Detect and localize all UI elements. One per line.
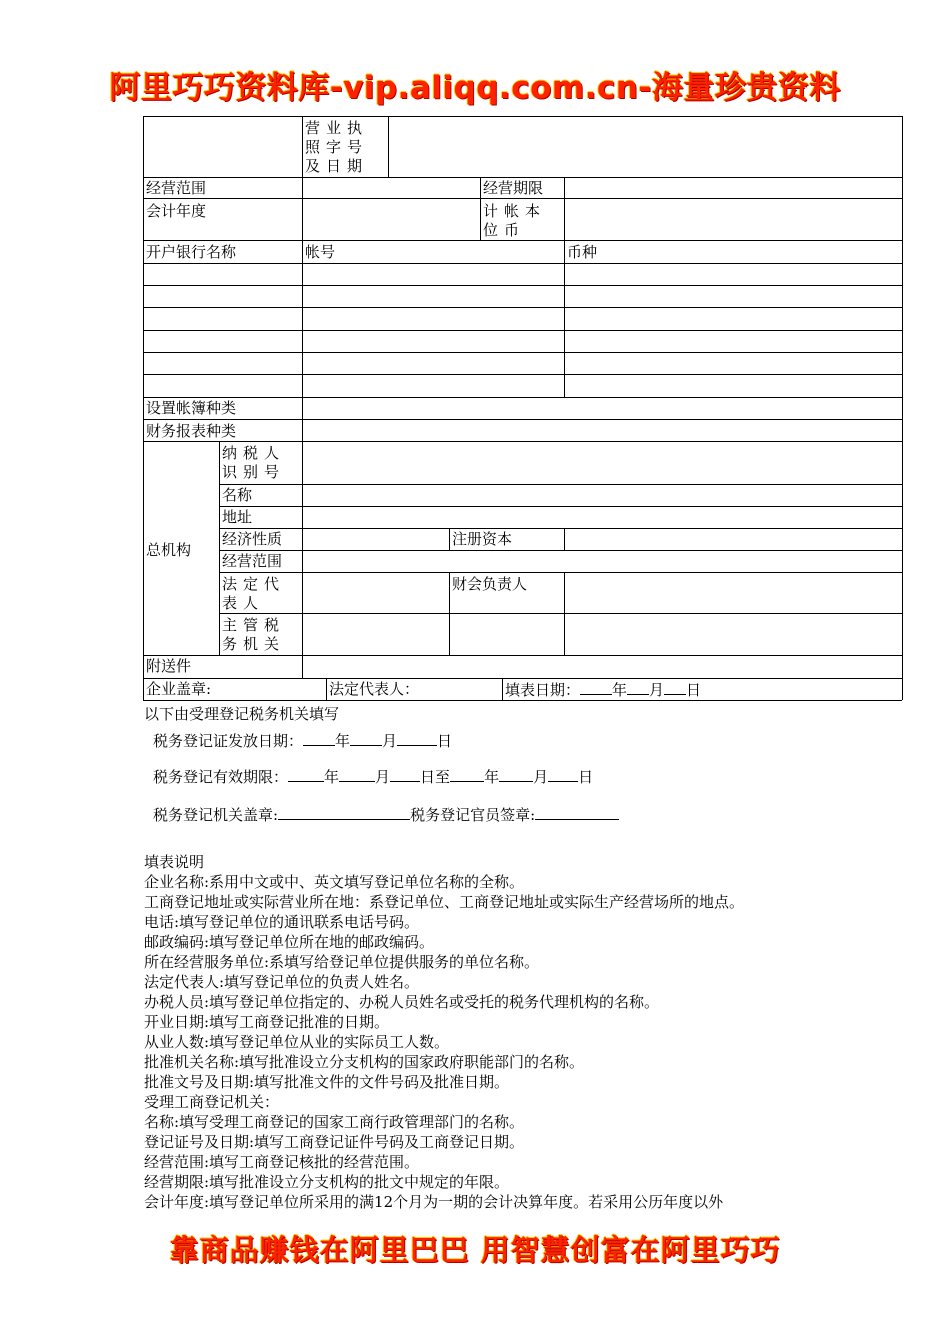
tax-authority-label: 主管税务机关 — [222, 616, 286, 653]
account-no-label: 帐号 — [305, 243, 336, 261]
instruction-line: 批准机关名称:填写批准设立分支机构的国家政府职能部门的名称。 — [144, 1053, 585, 1071]
instruction-line: 批准文号及日期:填写批准文件的文件号码及批准日期。 — [144, 1073, 510, 1091]
currency-label: 币种 — [567, 243, 598, 261]
instruction-line: 经营期限:填写批准设立分支机构的批文中规定的年限。 — [144, 1173, 510, 1191]
finance-head-label: 财会负责人 — [452, 575, 528, 593]
legal-rep-label: 法定代表人 — [222, 575, 286, 612]
instruction-line: 办税人员:填写登记单位指定的、办税人员姓名或受托的税务代理机构的名称。 — [144, 993, 660, 1011]
instruction-line: 邮政编码:填写登记单位所在地的邮政编码。 — [144, 933, 435, 951]
business-scope-label: 经营范围 — [146, 179, 207, 197]
taxpayer-id-label: 纳税人识别号 — [222, 444, 286, 481]
attachments-label: 附送件 — [146, 657, 192, 675]
instruction-line: 电话:填写登记单位的通讯联系电话号码。 — [144, 913, 420, 931]
instruction-line: 企业名称:系用中文或中、英文填写登记单位名称的全称。 — [144, 873, 525, 891]
instruction-line: 法定代表人:填写登记单位的负责人姓名。 — [144, 973, 420, 991]
instruction-line: 经营范围:填写工商登记核批的经营范围。 — [144, 1153, 420, 1171]
instruction-line: 开业日期:填写工商登记批准的日期。 — [144, 1013, 390, 1031]
instruction-line: 受理工商登记机关： — [144, 1093, 280, 1111]
report-types-label: 财务报表种类 — [146, 422, 237, 440]
bank-name-label: 开户银行名称 — [146, 243, 237, 261]
license-no-date-label: 营业执照字号及日期 — [305, 119, 369, 175]
instruction-line: 名称:填写受理工商登记的国家工商行政管理部门的名称。 — [144, 1113, 525, 1131]
instructions-title: 填表说明 — [144, 853, 205, 871]
fill-date-field: 填表日期： 年 月 日 — [505, 681, 702, 699]
hq-business-scope-label: 经营范围 — [222, 552, 283, 570]
company-seal-label: 企业盖章: — [146, 680, 212, 698]
business-term-label: 经营期限 — [483, 179, 544, 197]
fiscal-year-label: 会计年度 — [146, 202, 207, 220]
banner-bottom: 靠商品赚钱在阿里巴巴 用智慧创富在阿里巧巧 — [169, 1233, 781, 1267]
instruction-line: 所在经营服务单位:系填写给登记单位提供服务的单位名称。 — [144, 953, 540, 971]
tax-office-header: 以下由受理登记税务机关填写 — [144, 705, 340, 723]
banner-top: 阿里巧巧资料库-vip.aliqq.com.cn-海量珍贵资料 — [109, 70, 841, 106]
instruction-line: 登记证号及日期:填写工商登记证件号码及工商登记日期。 — [144, 1133, 525, 1151]
registered-capital-label: 注册资本 — [452, 530, 513, 548]
hq-address-label: 地址 — [222, 508, 253, 526]
economic-nature-label: 经济性质 — [222, 530, 283, 548]
ledger-types-label: 设置帐簿种类 — [146, 399, 237, 417]
instruction-line: 会计年度:填写登记单位所采用的满12个月为一期的会计决算年度。若采用公历年度以外 — [144, 1193, 724, 1211]
seal-sign-line: 税务登记机关盖章: 税务登记官员签章: — [153, 805, 619, 825]
head-office-label: 总机构 — [146, 541, 192, 559]
instruction-line: 从业人数:填写登记单位从业的实际员工人数。 — [144, 1033, 450, 1051]
validity-line: 税务登记有效期限： 年 月 日至 年 月 日 — [153, 768, 594, 786]
instructions-section — [144, 852, 744, 1212]
instruction-line: 工商登记地址或实际营业所在地：系登记单位、工商登记地址或实际生产经营场所的地点。 — [144, 893, 745, 911]
issue-date-line: 税务登记证发放日期： 年 月 日 — [153, 732, 453, 750]
currency-bookkeeping-label: 计帐本位币 — [483, 202, 547, 239]
legal-rep-sign-label: 法定代表人： — [329, 680, 420, 698]
hq-name-label: 名称 — [222, 486, 253, 504]
